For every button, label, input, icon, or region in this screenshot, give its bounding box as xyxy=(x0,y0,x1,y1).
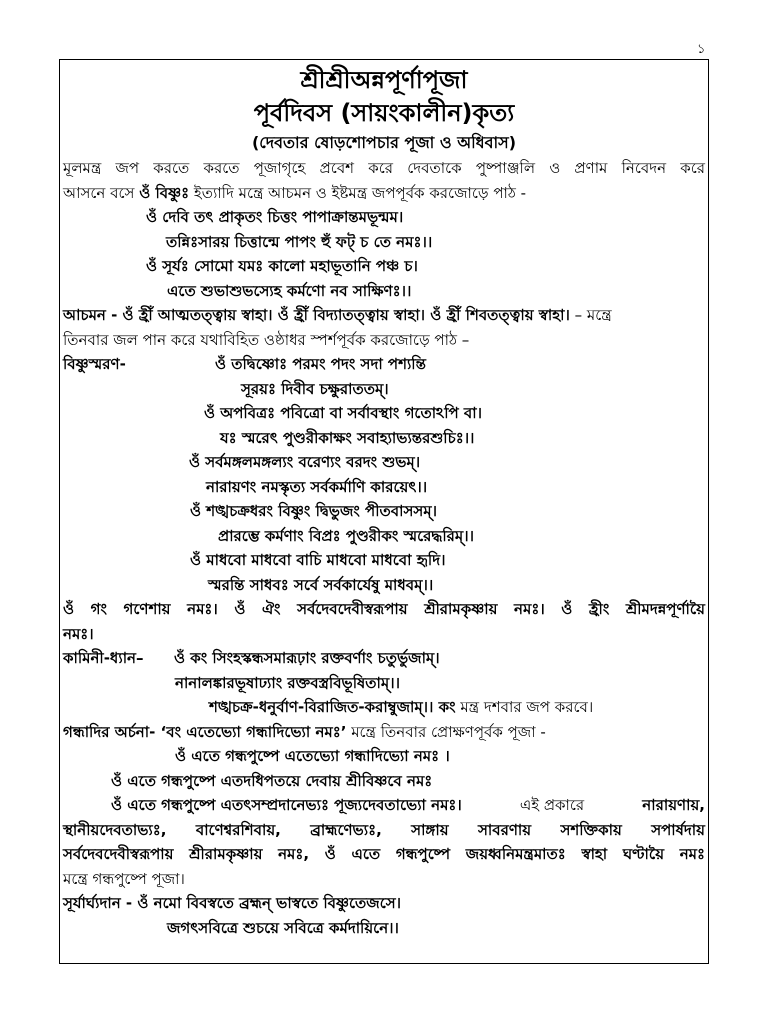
gandhadi-line-6: সর্বদেবদেবীস্বরূপায় শ্রীরামকৃষ্ণায় নমঃ, ওঁ এতে গন্ধপুষ্পে জয়ধ্বনিমন্ত্রমাতঃ স্বাহা ঘণ্টায়ৈ নমঃ xyxy=(63,845,705,863)
page-title: শ্রীশ্রীঅন্নপূর্ণাপূজা xyxy=(300,66,468,94)
verse-line: যঃ স্মরেৎ পুণ্ডরীকাক্ষং সবাহ্যাভ্যন্তরশুচিঃ।। xyxy=(220,428,475,447)
gandhadi-line-7: মন্ত্রে গন্ধপুষ্পে পূজা। xyxy=(63,869,185,888)
verse-line: ওঁ অপবিত্রঃ পবিত্রো বা সর্বাবস্থাং গতোঽপি বা। xyxy=(204,404,482,422)
verse-line: ওঁ এতে গন্ধপুষ্পে এতেভ্যো গন্ধাদিভ্যো নমঃ । xyxy=(175,747,450,765)
achaman-line-2: তিনবার জল পান করে যথাবিহিত ওষ্ঠাধর স্পর্শপূর্বক করজোড়ে পাঠ – xyxy=(63,330,470,349)
verse-line: ওঁ এতে গন্ধপুষ্পে এতৎসম্প্রদানেভ্যঃ পূজ্যদেবতাভ্যো নমঃ। xyxy=(111,796,462,814)
verse-line: সূরয়ঃ দিবীব চক্ষুরাততম্। xyxy=(241,379,389,398)
verse-line: জগৎসবিত্রে শুচয়ে সবিত্রে কর্মদায়িনে।। xyxy=(167,918,399,937)
gandhadi-line-1 xyxy=(63,720,705,745)
verse-line: স্মরন্তি সাধবঃ সর্বে সর্বকার্যেষু মাধবম্।। xyxy=(208,575,434,594)
document-body xyxy=(63,62,705,940)
vishnu-smaran-label: বিষ্ণুস্মরণ- xyxy=(63,355,126,373)
verse-line: শঙ্খচক্র-ধনুর্বাণ-বিরাজিত-করাম্বুজাম্।। কং xyxy=(209,698,456,716)
intro-text-a: আসনে বসে xyxy=(63,183,140,202)
achaman-line-1 xyxy=(63,303,705,328)
verse-line: নারায়ণং নমস্কৃত্য সর্বকর্মাণি কারয়েৎ।। xyxy=(206,477,428,496)
gandhadi-line-5: স্থানীয়দেবতাভ্যঃ, বাণেশ্বরশিবায়, ব্রাহ্মণেভ্যঃ, সাঙ্গায় সাবরণায় সশক্তিকায় সপার্ষদায় xyxy=(63,820,705,839)
gandhadi-label: গন্ধাদির অর্চনা- xyxy=(63,722,156,741)
verse-line: ওঁ সর্বমঙ্গলমঙ্গল্যং বরেণ্যং বরদং শুভম্। xyxy=(189,453,421,471)
intro-text-c: ইত্যাদি মন্ত্রে আচমন ও ইষ্টমন্ত্র জপপূর্বক করজোড়ে পাঠ - xyxy=(189,183,527,202)
achaman-label: আচমন xyxy=(63,306,106,324)
achaman-tail: – মন্ত্রে xyxy=(569,306,612,324)
verse-line: প্রারম্ভে কর্মণাং বিপ্রঃ পুণ্ডরীকং স্মরেদ্ধরিম্।। xyxy=(218,526,474,545)
achaman-mantra: - ওঁ হ্রীঁ আত্মতত্ত্বায় স্বাহা। ওঁ হ্রীঁ বিদ্যাতত্ত্বায় স্বাহা। ওঁ হ্রীঁ শিবতত্ত্বায় স্বাহা। xyxy=(105,306,570,324)
kamini-line-1 xyxy=(63,646,705,671)
suryarghya-line-1 xyxy=(63,891,705,916)
kamini-label: কামিনী-ধ্যান– xyxy=(63,649,144,667)
ganesh-line-2: নমঃ। xyxy=(63,624,94,643)
intro-line-2 xyxy=(63,181,705,206)
page-number: ১ xyxy=(697,42,706,57)
ganesh-line-1: ওঁ গং গণেশায় নমঃ। ওঁ ঐং সর্বদেবদেবীস্বরূপায় শ্রীরামকৃষ্ণায় নমঃ। ওঁ হ্রীং শ্রীমদন্নপূর্ণায়ৈ xyxy=(63,600,705,618)
verse-line: ওঁ দেবি তৎ প্রাকৃতং চিত্তং পাপাক্রান্তমভূন্মম। xyxy=(146,208,404,226)
gandhadi-line-4-tail: এই প্রকারে xyxy=(519,796,585,814)
verse-line: - ওঁ নমো বিবস্বতে ব্রহ্মন্ ভাস্বতে বিষ্ণুতেজসে। xyxy=(120,894,402,912)
gandhadi-mantra: ‘বং এতেভ্যো গন্ধাদিভ্যো নমঃ’ xyxy=(155,722,347,741)
page-subtitle: পূর্বদিবস (সায়ংকালীন)কৃত্য xyxy=(253,99,515,127)
verse-line: ওঁ মাধবো মাধবো বাচি মাধবো মাধবো হৃদি। xyxy=(190,551,446,569)
verse-line: ওঁ শঙ্খচক্রধরং বিষ্ণুং দ্বিভুজং পীতবাসসম্। xyxy=(190,502,437,520)
verse-line: ওঁ কং সিংহস্কন্ধসমারূঢ়াং রক্তবর্ণাং চতুর্ভুজাম্। xyxy=(174,649,440,667)
verse-line-end: নারায়ণায়, xyxy=(642,796,705,814)
kamini-line-3 xyxy=(63,695,705,720)
gandhadi-line-4 xyxy=(63,793,705,818)
verse-line: এতে শুভাশুভস্যেহ কর্মণো নব সাক্ষিণঃ।। xyxy=(167,281,412,300)
vishnu-smaran-line-1 xyxy=(63,352,705,377)
suryarghya-label: সূর্যার্ঘ্যদান xyxy=(63,894,121,912)
verse-line: ওঁ তদ্বিষ্ণোঃ পরমং পদং সদা পশ্যন্তি xyxy=(215,355,426,373)
verse-line: তন্নিঃসারয় চিত্তান্মে পাপং হুঁ ফট্ চ তে নমঃ।। xyxy=(166,232,433,251)
kamini-tail: মন্ত্র দশবার জপ করবে। xyxy=(455,698,594,716)
verse-line: নানালঙ্কারভূষাঢ্যাং রক্তবস্ত্রবিভূষিতাম্।। xyxy=(175,673,400,692)
intro-mantra: ওঁ বিষ্ণুঃ xyxy=(139,183,190,202)
gandhadi-tail: মন্ত্রে তিনবার প্রোক্ষণপূর্বক পূজা - xyxy=(346,722,546,741)
verse-line: ওঁ সূর্যঃ সোমো যমঃ কালো মহাভূতানি পঞ্চ চ। xyxy=(146,257,418,275)
intro-line-1: মূলমন্ত্র জপ করতে করতে পূজাগৃহে প্রবেশ করে দেবতাকে পুষ্পাঞ্জলি ও প্রণাম নিবেদন করে xyxy=(63,159,705,177)
section-subheading: (দেবতার ষোড়শোপচার পূজা ও অধিবাস) xyxy=(251,133,517,152)
verse-line: ওঁ এতে গন্ধপুষ্পে এতদধিপতয়ে দেবায় শ্রীবিষ্ণবে নমঃ xyxy=(111,771,433,790)
